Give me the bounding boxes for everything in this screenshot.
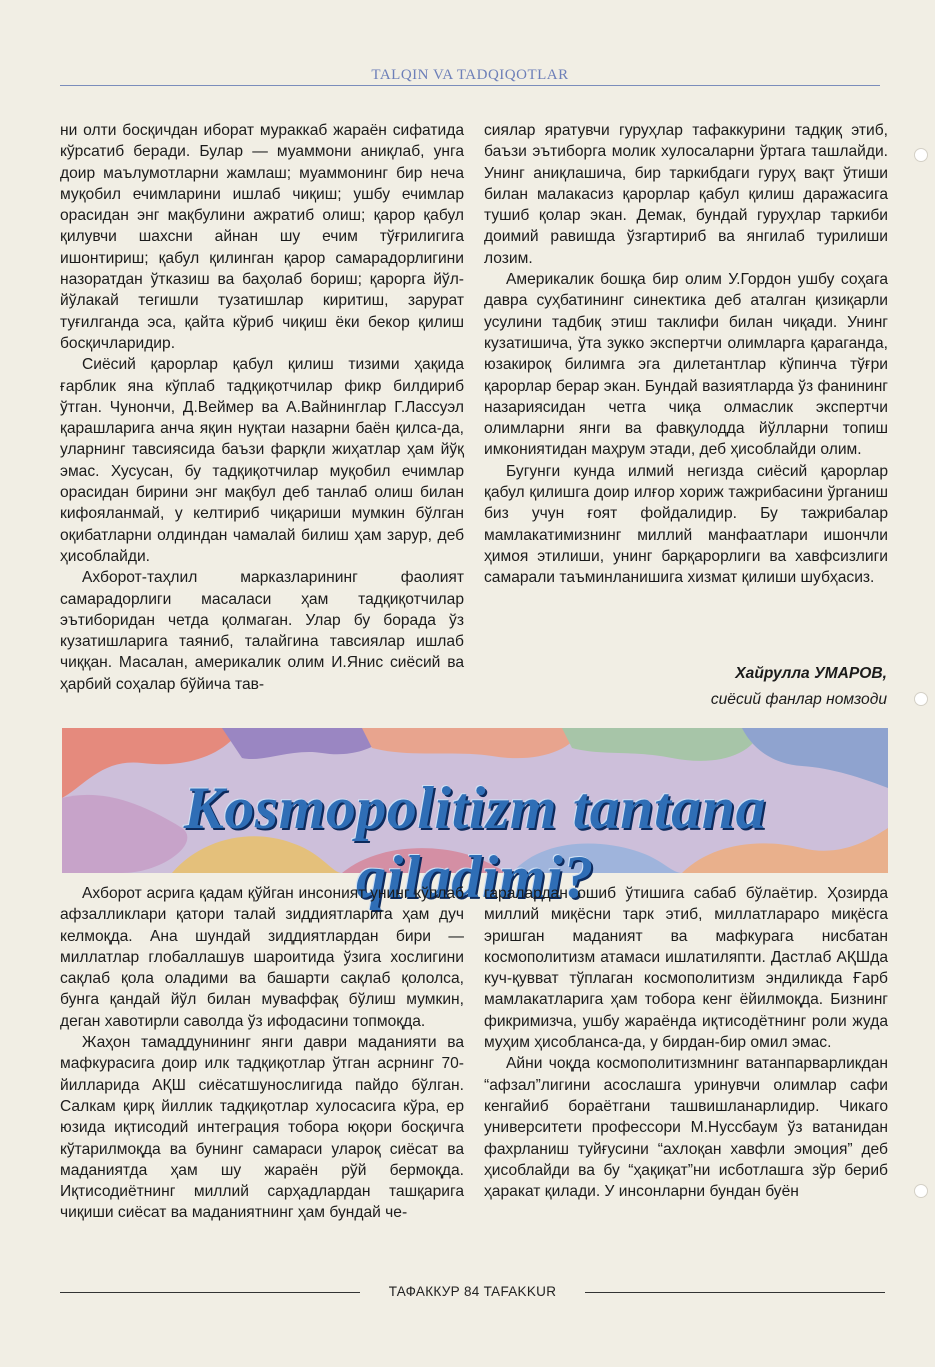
author-name: Хайрулла УМАРОВ, (735, 665, 887, 682)
author-signature (483, 661, 887, 713)
punch-hole-icon (914, 692, 928, 706)
punch-hole-icon (914, 148, 928, 162)
paragraph: Жаҳон тамаддунининг янги даври маданияти ва мафкурасига доир илк тадқиқотлар ўтган асрнинг 70-йилларида АҚШ сиёсатшунослигида пайдо бўлган. Салкам қирқ йиллик тадқиқотлар хулосасига кўра, ер юзида иқтисодий интеграция тобора юқори босқичга кўтарилмоқда ва бунинг самараси уларoқ сиёсат ва маданиятда ҳам шу жараён рўй бермоқда. Иқтисодиётнинг миллий сарҳадлардан ташқарига чиқиши сиёсат ва маданиятнинг ҳам бундай че- (60, 1034, 464, 1222)
paragraph: Ахборот-таҳлил марказларининг фаолият самарадорлиги масаласи ҳам тадқиқотчилар эътиборидан четда қолмаган. Улар бу борада ўз кузатишларига таяниб, талайгина тавсиялар ишлаб чиққан. Масалан, америкалик олим И.Янис сиёсий ва ҳарбий соҳалар бўйича тав- (60, 569, 464, 693)
header-rule (60, 85, 880, 86)
footer-rule-left (60, 1292, 360, 1293)
paragraph: Бугунги кунда илмий негизда сиёсий қарорлар қабул қилишга доир илғор хориж тажрибасини ўрганиш биз учун ғоят фойдалидир. Бу тажрибалар мамлакатимизнинг миллий манфаатлари ишончли ҳимоя этилиши, унинг барқарорлиги ва хавфсизлиги самарали таъминланишига хизмат қилиши шубҳасиз. (484, 462, 888, 587)
article2-left-column (60, 883, 464, 1224)
paragraph: Айни чоқда космополитизмнинг ватанпарварликдан “афзал”лигини асослашга уринувчи олимлар сафи кенгайиб бораётгани ташвишланарлидир. Чикаго университети профессори М.Нуссбаум ўз ватанидан фахрланиш туйғусини “ахлоқан хавфли эмоция” деб ҳисоблайди ва бу “ҳақиқат”ни исботлашга зўр бериб ҳаракат қилади. У инсонларни бундан буён (484, 1055, 888, 1201)
footer-text: ТАФАККУР 84 TAFAKKUR (388, 1284, 557, 1299)
section-title: TALQIN VA TADQIQOTLAR (365, 67, 574, 84)
section-header (60, 66, 880, 90)
article-title-banner (62, 728, 888, 910)
article2-right-column (484, 883, 888, 1202)
paragraph: ни олти босқичдан иборат мураккаб жараён сифатида кўрсатиб беради. Булар — муаммони аниқлаб, унга доир маълумотларни жамлаш; муаммонинг бир неча муқобил ечимларини ишлаб чиқиш; ушбу ечимлар орасидан энг мақбулини ажратиб олиш; қарор қабул қилувчи шахсни айнан шу ечим тўғрилигига ишонтириш; қабул қилинган қарор самарадорлигини назоратдан ўтказиш ва баҳолаб бориш; қарорга йўл-йўлакай тегишли тузатишлар киритиш, зарурат туғилганда эса, қайта кўриб чиқиш ёки бекор қилиш босқичларидир. (60, 122, 464, 352)
article1-left-column (60, 120, 464, 695)
article1-right-column (484, 120, 888, 589)
paragraph: Америкалик бошқа бир олим У.Гордон ушбу соҳага давра суҳбатининг синектика деб аталган қизиқарли усулини тадбиқ этиш таклифи билан чиқади. Унинг кузатишича, ўта зукко экспертчи олимларга қараганда, юзакироқ билимга эга дилетантлар кўпинча тўғри қарорлар берар экан. Бундай вазиятларда ўз фанининг назариясидан четга чиқа олмаслик экспертчи олимларни янги ва фавқулодда йўлларни топиш имкониятидан маҳрум этади, деб ҳисоблайди олим. (484, 271, 888, 459)
paragraph: Ахборот асрига қадам қўйган инсоният унинг кўплаб афзалликлари қатори талай зиддиятларига ҳам дуч келмоқда. Ана шундай зиддиятлардан бири — миллатлар глобаллашув шароитида ўзига хослигини сақлаб қола оладими ва башарти сақлаб қололса, бунга қандай йўл билан муваффақ бўлиш мумкин, деган хавотирли саволда ўз ифодасини топмоқда. (60, 885, 464, 1030)
paragraph: сиялар яратувчи гуруҳлар тафаккурини тадқиқ этиб, баъзи эътиборга молик хулосаларни ўртага ташлайди. Унинг аниқлашича, бир таркибдаги гуруҳ вақт ўтиши билан малакасиз қарорлар қабул қилиш даражасига тушиб қолар экан. Демак, бундай гуруҳлар таркиби доимий равишда ўзгартириб ва янгилаб турилиши лозим. (484, 122, 888, 267)
page-footer (60, 1283, 885, 1303)
article2-title: Kosmopolitizm tantana qiladimi? (183, 775, 767, 910)
paragraph: гаралардан ошиб ўтишига сабаб бўлаётир. Ҳозирда миллий миқёсни тарк этиб, миллатлараро миқёсга эришган маданият ва мафкурага нисбатан космополитизм атамаси ишлатиляпти. Дастлаб АҚШда куч-қувват тўплаган космополитизм эндиликда Ғарб мамлакатларига ҳам тобора кенг ёйилмоқда. Бизнинг фикримизча, ушбу жараёнда иқтисодётнинг роли жуда муҳим ҳисобланса-да, у бирдан-бир омил эмас. (484, 885, 888, 1052)
footer-rule-right (585, 1292, 885, 1293)
author-degree: сиёсий фанлар номзоди (710, 691, 887, 708)
punch-hole-icon (914, 1184, 928, 1198)
paragraph: Сиёсий қарорлар қабул қилиш тизими ҳақида ғарблик яна кўплаб тадқиқотчилар фикр билдириб ўтган. Чунончи, Д.Веймер ва А.Вайнинглар Г.Лассуэл қарашларига анча яқин нуқтаи назарни баён қилса-да, уларнинг тавсиясида баъзи фарқли жиҳатлар ҳам йўқ эмас. Хусусан, бу тадқиқотчилар муқобил ечимлар орасидан бирини энг мақбул деб танлаб олиш билан кифояланмай, у келтириб чиқариши мумкин бўлган оқибатларни олдиндан чамалай билиш ҳам зарур, деб ҳисоблайди. (60, 356, 464, 565)
